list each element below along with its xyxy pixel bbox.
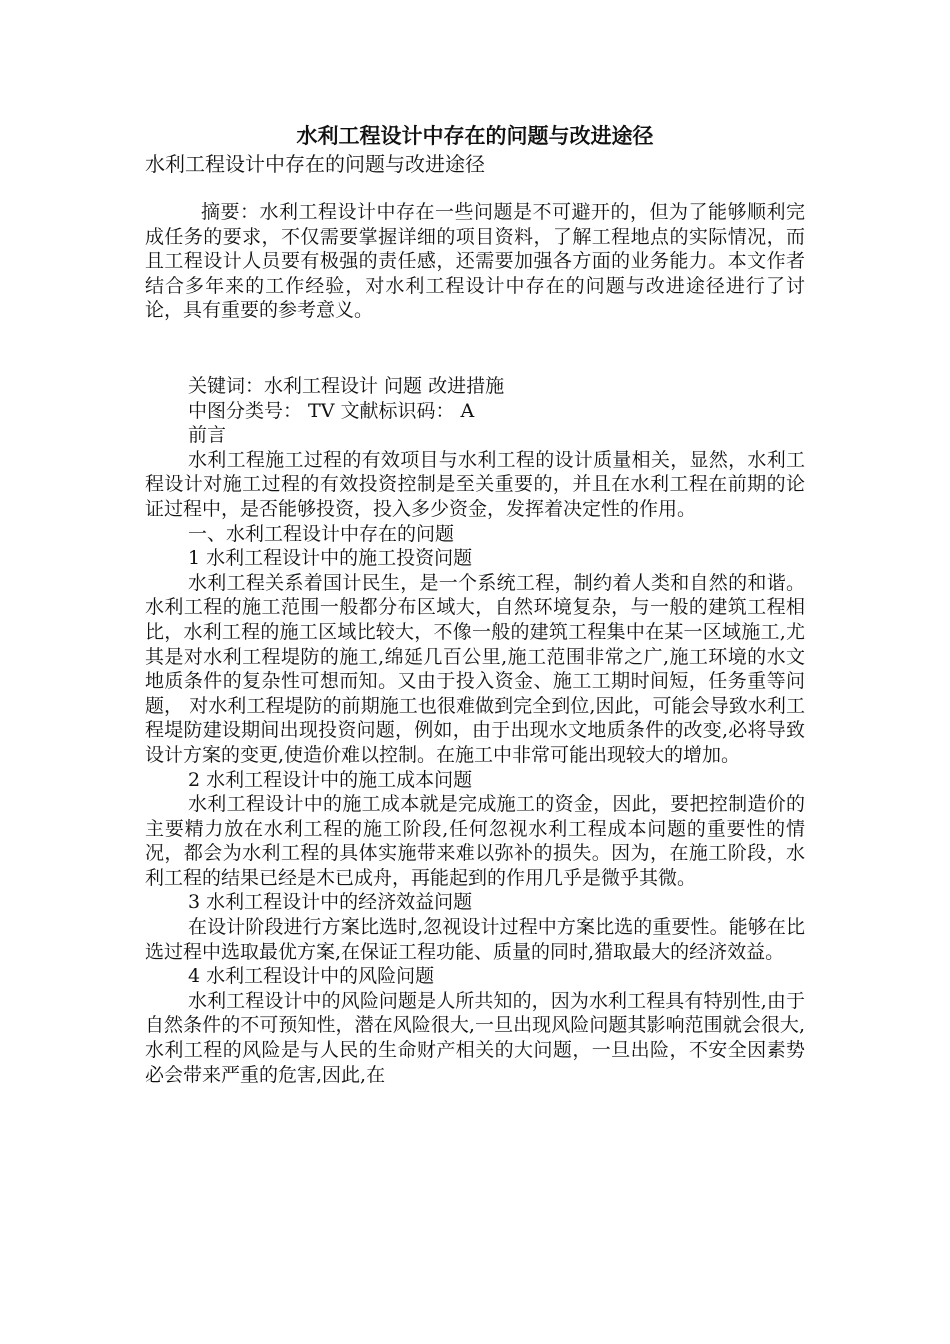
subsection-4-paragraph: 水利工程设计中的风险问题是人所共知的，因为水利工程具有特别性,由于自然条件的不可预知性，潜在风险很大,一旦出现风险问题其影响范围就会很大,水利工程的风险是与人民的生命财产相关的大问题，一旦出险，不安全因素势必会带来严重的危害,因此,在 (145, 989, 805, 1086)
subsection-4-heading: 4 水利工程设计中的风险问题 (188, 965, 435, 988)
subsection-2-heading: 2 水利工程设计中的施工成本问题 (188, 768, 473, 791)
subsection-3-paragraph: 在设计阶段进行方案比选时,忽视设计过程中方案比选的重要性。能够在比选过程中选取最优方案,在保证工程功能、质量的同时,猎取最大的经济效益。 (145, 916, 805, 963)
subsection-1-paragraph: 水利工程关系着国计民生，是一个系统工程，制约着人类和自然的和谐。水利工程的施工范围一般都分布区域大，自然环境复杂，与一般的建筑工程相比，水利工程的施工区域比较大，不像一般的建筑工程集中在某一区域施工,尤其是对水利工程堤防的施工,绵延几百公里,施工范围非常之广,施工环境的水文地质条件的复杂性可想而知。又由于投入资金、施工工期时间短，任务重等问题， 对水利工程堤防的前期施工也很难做到完全到位,因此，可能会导致水利工程堤防建设期间出现投资问题，例如，由于出现水文地质条件的改变,必将导致设计方案的变更,使造价难以控制。在施工中非常可能出现较大的增加。 (145, 571, 805, 766)
preface-heading: 前言 (188, 424, 227, 447)
subsection-2-paragraph: 水利工程设计中的施工成本就是完成施工的资金，因此，要把控制造价的主要精力放在水利工程的施工阶段,任何忽视水利工程成本问题的重要性的情况，都会为水利工程的具体实施带来难以弥补的损失。因为，在施工阶段，水利工程的结果已经是木已成舟，再能起到的作用几乎是微乎其微。 (145, 793, 805, 889)
section-1-heading: 一、水利工程设计中存在的问题 (188, 522, 455, 545)
document-subtitle: 水利工程设计中存在的问题与改进途径 (145, 152, 485, 176)
subsection-1-heading: 1 水利工程设计中的施工投资问题 (188, 547, 473, 570)
subsection-3-heading: 3 水利工程设计中的经济效益问题 (188, 891, 473, 914)
abstract-paragraph: 摘要：水利工程设计中存在一些问题是不可避开的，但为了能够顺利完成任务的要求，不仅需要掌握详细的项目资料，了解工程地点的实际情况，而且工程设计人员要有极强的责任感，还需要加强各方面的业务能力。本文作者结合多年来的工作经验，对水利工程设计中存在的问题与改进途径进行了讨论，具有重要的参考意义。 (145, 201, 805, 322)
document-title: 水利工程设计中存在的问题与改进途径 (296, 124, 654, 148)
preface-paragraph: 水利工程施工过程的有效项目与水利工程的设计质量相关，显然，水利工程设计对施工过程的有效投资控制是至关重要的，并且在水利工程在前期的论证过程中，是否能够投资，投入多少资金，发挥着决定性的作用。 (145, 448, 805, 520)
classification-line: 中图分类号： TV 文献标识码： A (188, 399, 475, 422)
keywords-line: 关键词：水利工程设计 问题 改进措施 (188, 375, 505, 397)
document-body (145, 374, 805, 1087)
